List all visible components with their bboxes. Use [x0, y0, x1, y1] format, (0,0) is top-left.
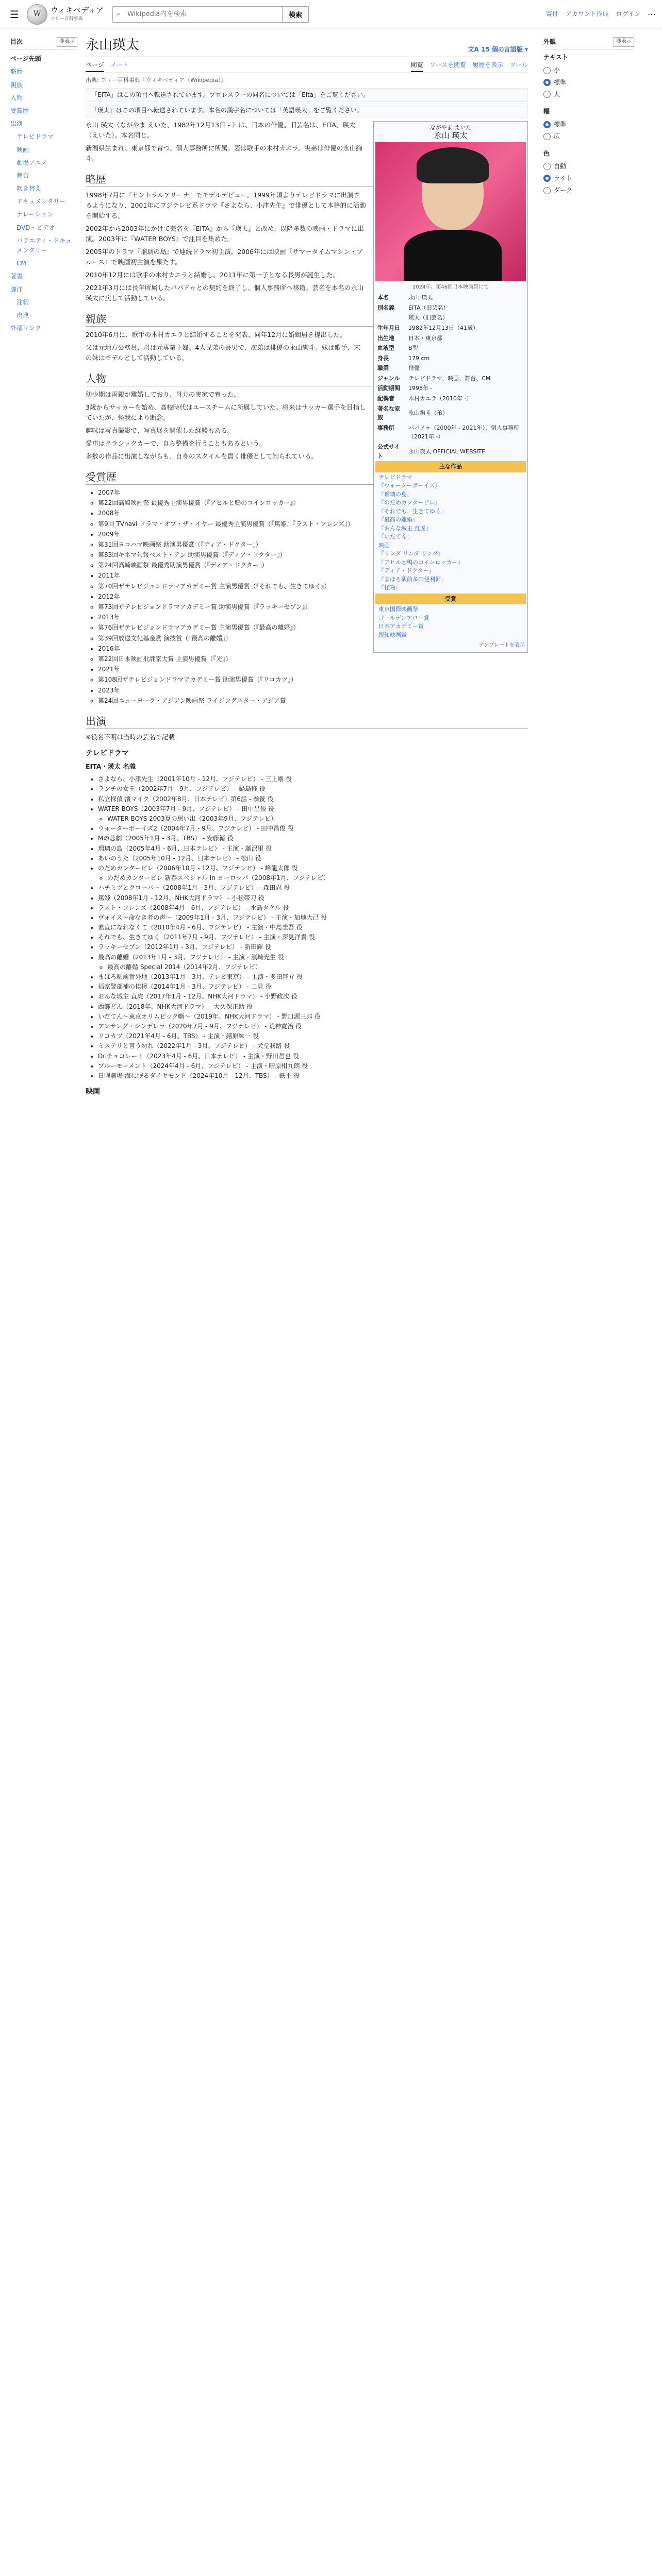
create-account-link[interactable]: アカウント作成	[565, 10, 609, 18]
tab-talk[interactable]: ノート	[110, 61, 129, 69]
tv-drama-item: • のだめカンタービレ（2006年10月 - 12月、フジテレビ） - 峰龍太郎 役	[98, 863, 528, 873]
award-item: ◦ 第24回ニューヨーク・アジアン映画祭 ライジングスター・アジア賞	[98, 696, 528, 706]
section-family: 親族	[86, 312, 528, 327]
tv-drama-item: • ラッキーセブン（2012年1月 - 3月、フジテレビ） - 新田輝 役	[98, 942, 528, 952]
infobox-label: 活動期間	[377, 385, 400, 392]
appearance-option[interactable]	[543, 184, 634, 196]
toc-title: 目次	[10, 38, 23, 45]
subsection-film: 映画	[86, 1088, 100, 1096]
tv-drama-item: • Mの悲劇（2005年1月 - 3月、TBS） - 安藤衛 役	[98, 834, 528, 843]
radio-icon[interactable]	[543, 121, 551, 128]
appearance-option[interactable]	[543, 173, 634, 184]
radio-icon[interactable]	[543, 133, 551, 140]
toc-item[interactable]: 受賞歴	[10, 107, 29, 114]
radio-icon[interactable]	[543, 67, 551, 74]
language-button[interactable]: 文A 15 個の言語版 ▾	[468, 45, 528, 53]
infobox-value: 木村カエラ（2010年 -）	[408, 395, 472, 402]
tv-drama-item: • ハチミツとクローバー（2008年1月 - 3月、フジテレビ） - 森田忍 役	[98, 883, 528, 893]
infobox-value: 俳優	[408, 365, 420, 372]
award-item: ◦ 第22回高崎映画祭 最優秀主演男優賞（『アヒルと鴨のコインロッカー』）	[98, 498, 528, 508]
tab-read[interactable]: 閲覧	[411, 60, 423, 72]
infobox-value: 永山 瑛太	[408, 294, 433, 301]
tv-drama-item: • 福家警部補の挨拶（2014年1月 - 3月、フジテレビ） - 二見 役	[98, 982, 528, 992]
award-item: ◦ 第24回高崎映画祭 最優秀助演男優賞（『ディア・ドクター』）	[98, 561, 528, 570]
infobox-row	[375, 293, 526, 303]
donate-link[interactable]: 寄付	[545, 10, 558, 18]
toc-item[interactable]: テレビドラマ	[16, 133, 54, 141]
intro-paragraph: 新潟県生まれ、東京都で育つ。個人事務所に所属。妻は歌手の木村カエラ。実弟は俳優の永山絢斗。	[86, 144, 362, 162]
infobox-work[interactable]: 『のだめカンタービレ』	[378, 499, 441, 506]
toc-hide-button[interactable]: 非表示	[57, 37, 77, 47]
appearance-option-label: 標準	[554, 121, 567, 128]
tv-head: EITA・瑛太 名義	[86, 762, 136, 771]
infobox-award[interactable]: 報知映画賞	[378, 631, 407, 638]
tv-drama-item: • 篤姫（2008年1月 - 12月、NHK大河ドラマ） - 小松帯刀 役	[98, 893, 528, 903]
infobox-label: ジャンル	[377, 375, 400, 382]
infobox-value: パパドゥ（2000年 - 2021年）、個人事務所（2021年 -）	[408, 424, 519, 440]
toc-item[interactable]: 劇場アニメ	[16, 159, 47, 166]
infobox-label: 配偶者	[377, 395, 394, 402]
radio-icon[interactable]	[543, 187, 551, 194]
article-source: 出典: フリー百科事典『ウィキペディア（Wikipedia）』	[86, 76, 227, 83]
infobox-work[interactable]: 『おんな城主 直虎』	[378, 524, 432, 532]
radio-icon[interactable]	[543, 175, 551, 182]
toc-item[interactable]: 吹き替え	[16, 185, 42, 193]
infobox	[373, 121, 528, 653]
infobox-value: 瑛太（旧芸名）	[408, 314, 448, 321]
person-paragraph: 多数の作品に出演しながらも、自身のスタイルを貫く俳優として知られている。	[86, 452, 318, 460]
appearance-group-label: 幅	[543, 107, 550, 115]
tab-tools[interactable]: ツール	[509, 61, 528, 69]
site-tagline: フリー百科事典	[51, 16, 83, 22]
infobox-row	[375, 303, 526, 313]
infobox-value: 永山絢斗（弟）	[408, 410, 448, 417]
tab-view-source[interactable]: ソースを閲覧	[429, 61, 467, 69]
infobox-row	[375, 313, 526, 323]
tv-drama-item: • WATER BOYS（2003年7月 - 9月、フジテレビ） - 田中昌俊 役	[98, 804, 528, 814]
template-link[interactable]: テンプレートを表示	[478, 642, 525, 649]
family-paragraph: 2010年6月に、歌手の木村カエラと結婚することを発表、同年12月に婚姻届を提出した。	[86, 330, 346, 338]
appearance-group	[543, 53, 634, 100]
tv-drama-item: • それでも、生きてゆく（2011年7月 - 9月、フジテレビ） - 主演・深見洋貴 役	[98, 933, 528, 942]
toc-item[interactable]: 注釈	[16, 298, 29, 306]
infobox-work[interactable]: 『リンダ リンダ リンダ』	[378, 550, 444, 557]
tv-drama-item: • 私立探偵 濱マイク（2002年8月、日本テレビ）第6話 - 拳銃 役	[98, 794, 528, 804]
history-paragraph: 1998年7月に『セントラルアリーナ』でモデルデビュー。1999年頃よりテレビドラマに出演するようになり、2001年にフジテレビ系ドラマ『さよなら、小津先生』で俳優として本格的に活動を開始する。	[86, 191, 366, 219]
infobox-row	[375, 343, 526, 353]
infobox-label: 事務所	[377, 424, 394, 431]
infobox-row	[375, 363, 526, 374]
appearance-option[interactable]	[543, 161, 634, 173]
infobox-work[interactable]: 『怪物』	[378, 584, 401, 591]
infobox-award[interactable]: 日本アカデミー賞	[378, 623, 424, 630]
infobox-label: 公式サイト	[377, 444, 400, 460]
infobox-label: 別名義	[377, 304, 394, 311]
section-works: 出演	[86, 714, 528, 729]
infobox-name: 永山 瑛太	[434, 131, 468, 141]
tv-drama-item: • アンサング・シンデレラ（2020年7月 - 9月、フジテレビ） - 荒神寛治 役	[98, 1022, 528, 1031]
appearance-option[interactable]	[543, 64, 634, 76]
infobox-award[interactable]: ゴールデンアロー賞	[378, 614, 429, 621]
infobox-label: 著名な家族	[377, 405, 400, 421]
infobox-work[interactable]: 映画	[378, 541, 390, 549]
award-year: • 2013年	[98, 613, 528, 622]
tv-drama-item: • リコカツ（2021年4月 - 6月、TBS） - 主演・緒原紘一 役	[98, 1031, 528, 1041]
infobox-work[interactable]: 『ディア・ドクター』	[378, 567, 435, 574]
tv-drama-item: ◦ WATER BOYS 2003夏の思い出（2003年9月、フジテレビ）	[107, 814, 528, 824]
infobox-label: 血液型	[377, 345, 394, 352]
article	[77, 29, 536, 1099]
search-input[interactable]	[112, 6, 283, 23]
tv-drama-item: • いだてん〜東京オリムピック噺〜（2019年、NHK大河ドラマ） - 野口源三郎 役	[98, 1012, 528, 1022]
tv-drama-item: • 素直になれなくて（2010年4月 - 6月、フジテレビ） - 主演・中島圭吾 役	[98, 923, 528, 933]
site-logo[interactable]	[27, 4, 104, 25]
toc-item[interactable]: DVD・ビデオ	[16, 224, 55, 231]
appearance-option-label: ダーク	[554, 187, 573, 194]
infobox-work[interactable]: 『それでも、生きてゆく』	[378, 507, 446, 515]
infobox-work[interactable]: 『いだてん』	[378, 533, 412, 540]
tv-drama-item: ◦ 最高の離婚 Special 2014（2014年2月、フジテレビ）	[107, 962, 528, 972]
appearance-group-label: 色	[543, 149, 550, 157]
award-year: • 2008年	[98, 509, 528, 518]
person-paragraph: 3歳からサッカーを始め、高校時代はユースチームに所属していた。将来はサッカー選手を目指していたが、怪我により断念。	[86, 403, 366, 421]
appearance-option[interactable]	[543, 130, 634, 142]
tv-drama-item: • 瑠璃の島（2005年4月 - 6月、日本テレビ） - 主演・藤沢里 役	[98, 844, 528, 854]
infobox-row	[375, 383, 526, 394]
award-year: • 2012年	[98, 592, 528, 602]
infobox-row	[375, 394, 526, 404]
toc-item[interactable]: 略歴	[10, 68, 23, 76]
appearance-option-label: 広	[554, 132, 560, 140]
infobox-row	[375, 333, 526, 344]
toc-item[interactable]: ナレーション	[16, 211, 54, 218]
appearance-title: 外観	[543, 38, 556, 45]
infobox-award[interactable]: 東京国際映画祭	[378, 606, 418, 613]
tv-drama-item: • さよなら、小津先生（2001年10月 - 12月、フジテレビ） - 三上剛 役	[98, 774, 528, 784]
infobox-value: 日本・東京都	[408, 334, 442, 342]
tv-drama-item: • 西郷どん（2018年、NHK大河ドラマ） - 大久保正助 役	[98, 1002, 528, 1012]
infobox-work[interactable]: 『まほろ駅前多田便利軒』	[378, 575, 446, 583]
appearance-group-label: テキスト	[543, 54, 568, 61]
toc-item[interactable]: 人物	[10, 94, 23, 101]
hatnote: 「EITA」はこの項目へ転送されています。プロレスラーの同名については「Eita」をご覧ください。	[86, 88, 528, 102]
infobox-row	[375, 323, 526, 333]
login-link[interactable]: ログイン	[616, 10, 640, 18]
infobox-value: EITA（旧芸名）	[408, 304, 449, 311]
history-paragraph: 2005年のドラマ『瑠璃の島』で連続ドラマ初主演。2006年には映画『サマータイムマシン・ブルース』で映画初主演を果たす。	[86, 247, 363, 266]
person-paragraph: 趣味は写真撮影で、写真展を開催した経験もある。	[86, 426, 234, 434]
infobox-row	[375, 442, 526, 461]
toc-item[interactable]: 脚注	[10, 285, 23, 293]
toc-sidebar	[0, 29, 77, 1099]
toc-item[interactable]: バラエティ・ドキュメンタリー	[16, 236, 72, 254]
infobox-value: 永山瑛太 OFFICIAL WEBSITE	[408, 448, 486, 455]
infobox-works-title: 主な作品	[375, 461, 526, 472]
award-item: ◦ 第73回ザテレビジョンドラマアカデミー賞 助演男優賞（『ラッキーセブン』）	[98, 602, 528, 612]
toc-item[interactable]: 著書	[10, 273, 23, 280]
appearance-option-label: 大	[554, 90, 560, 98]
infobox-table	[375, 293, 526, 461]
tv-drama-item: • 日曜劇場 海に眠るダイヤモンド（2024年10月 - 12月、TBS） - 鉄平 役	[98, 1071, 528, 1081]
appearance-option-label: ライト	[554, 174, 572, 182]
site-header	[0, 0, 662, 29]
toc-item[interactable]: 舞台	[16, 172, 29, 179]
tv-drama-item: • ウォーターボーイズ2（2004年7月 - 9月、フジテレビ） - 田中昌俊 役	[98, 824, 528, 834]
appearance-option[interactable]	[543, 77, 634, 89]
tv-drama-list	[98, 774, 528, 1081]
tv-drama-item: • あいのうた（2005年10月 - 12月、日本テレビ） - 松山 役	[98, 854, 528, 863]
infobox-row	[375, 353, 526, 364]
appearance-option[interactable]	[543, 118, 634, 130]
tv-drama-item: • ヴォイス〜命なき者の声〜（2009年1月 - 3月、フジテレビ） - 主演・加地大己 役	[98, 913, 528, 923]
toc-item[interactable]: 外部リンク	[10, 325, 41, 332]
person-paragraph: 愛車はクラシックカーで、自ら整備を行うこともあるという。	[86, 439, 266, 447]
radio-icon[interactable]	[543, 91, 551, 98]
tv-drama-item: • まほろ駅前番外地（2013年1月 - 3月、テレビ東京） - 主演・多田啓介 役	[98, 972, 528, 982]
infobox-value: テレビドラマ、映画、舞台、CM	[408, 375, 491, 382]
award-item: ◦ 第108回ザテレビジョンドラマアカデミー賞 助演男優賞（『リコカツ』）	[98, 675, 528, 685]
infobox-work[interactable]: 『最高の離婚』	[378, 516, 418, 523]
appearance-option-label: 標準	[554, 78, 567, 86]
section-awards: 受賞歴	[86, 470, 528, 485]
infobox-work[interactable]: 『ウォーターボーイズ』	[378, 482, 441, 489]
radio-icon[interactable]	[543, 79, 551, 86]
award-year: • 2021年	[98, 665, 528, 674]
infobox-value: B型	[408, 345, 418, 352]
award-year: • 2011年	[98, 571, 528, 581]
tab-history[interactable]: 履歴を表示	[472, 61, 504, 69]
appearance-option-label: 小	[554, 66, 560, 74]
intro-paragraph: 永山 瑛太（ながやま えいた、1982年12月13日 - ）は、日本の俳優。旧芸名は、EITA、瑛太（えいた）。本名同じ。	[86, 121, 356, 139]
page-title: 永山瑛太	[86, 38, 140, 53]
toc-item[interactable]: 親族	[10, 81, 23, 89]
award-year: • 2016年	[98, 644, 528, 654]
award-item: ◦ 第39回放送文化基金賞 演技賞（『最高の離婚』）	[98, 634, 528, 643]
tv-drama-item: • おんな城主 直虎（2017年1月 - 12月、NHK大河ドラマ） - 小野政次 役	[98, 992, 528, 1002]
award-item: ◦ 第22回日本映画批評家大賞 主演男優賞（『光』）	[98, 654, 528, 664]
toc-item[interactable]: ページ先頭	[10, 55, 41, 63]
infobox-value: 1998年 -	[408, 385, 433, 392]
search-button[interactable]: 検索	[283, 6, 309, 23]
infobox-work[interactable]: テレビドラマ	[378, 473, 412, 481]
tv-drama-item: • Dr.チョコレート（2023年4月 - 6月、日本テレビ） - 主演・野田哲也 役	[98, 1052, 528, 1061]
main-menu-icon[interactable]: ☰	[10, 8, 19, 21]
award-item: ◦ 第83回キネマ旬報ベスト・テン 助演男優賞（『ディア・ドクター』）	[98, 550, 528, 560]
infobox-label: 本名	[377, 294, 389, 301]
tab-page[interactable]: ページ	[86, 60, 104, 72]
toc-list	[10, 53, 77, 335]
photo-caption: 2024年、第46回日本映画祭にて	[412, 284, 489, 291]
toc-item[interactable]: 出典	[16, 311, 29, 319]
toc-item[interactable]: 映画	[16, 146, 29, 154]
section-person: 人物	[86, 371, 528, 386]
award-year: • 2007年	[98, 488, 528, 498]
infobox-works-list	[375, 472, 526, 594]
appearance-group	[543, 107, 634, 143]
infobox-value: 179 cm	[408, 354, 430, 362]
appearance-option[interactable]	[543, 89, 634, 100]
subsection-tv-drama: テレビドラマ	[86, 749, 129, 757]
award-year: • 2009年	[98, 530, 528, 539]
infobox-label	[375, 313, 406, 323]
works-note: ※役名不明は当時の芸名で記載	[86, 733, 175, 741]
appearance-panel	[536, 29, 639, 1099]
award-year: • 2023年	[98, 686, 528, 696]
portrait-photo[interactable]	[375, 142, 526, 281]
search-form	[112, 6, 309, 23]
infobox-row	[375, 404, 526, 423]
infobox-label: 生年月日	[377, 324, 400, 331]
search-icon: ⌕	[117, 10, 121, 18]
site-name: ウィキペディア	[51, 6, 104, 15]
infobox-value: 1982年12月13日（41歳）	[408, 324, 478, 331]
tv-drama-item: • ブルーモーメント（2024年4月 - 6月、フジテレビ） - 主演・晴原柑九朗 役	[98, 1061, 528, 1071]
appearance-hide-button[interactable]: 非表示	[614, 37, 634, 47]
tv-drama-item: • ミステリと言う勿れ（2022年1月 - 3月、フジテレビ） - 犬堂我路 役	[98, 1041, 528, 1051]
toc-item[interactable]: CM	[16, 260, 26, 267]
family-paragraph: 父は元地方公務員、母は元専業主婦。4人兄弟の長男で、次弟は俳優の永山絢斗。妹は歌手、末の妹はモデルとして活動している。	[86, 343, 360, 362]
infobox-award-list	[375, 604, 526, 640]
infobox-row	[375, 374, 526, 384]
award-item: ◦ 第70回ザテレビジョンドラマアカデミー賞 主演男優賞（『それでも、生きてゆく』）	[98, 582, 528, 591]
tv-drama-item: • ラスト・フレンズ（2008年4月 - 6月、フジテレビ） - 水島タケル 役	[98, 903, 528, 913]
toc-item[interactable]: 出演	[10, 120, 23, 128]
infobox-label: 身長	[377, 354, 389, 362]
infobox-work[interactable]: 『アヒルと鴨のコインロッカー』	[378, 558, 464, 566]
tv-drama-item: • 最高の離婚（2013年1月 - 3月、フジテレビ） - 主演・濱崎光生 役	[98, 953, 528, 962]
user-menu-icon[interactable]: ⋯	[648, 9, 656, 19]
tv-drama-item: ◦ のだめカンタービレ 新春スペシャル in ヨーロッパ（2008年1月、フジテレビ）	[107, 873, 528, 883]
infobox-kana: ながやま えいた	[429, 124, 472, 131]
award-item: ◦ 第9回 TVnavi ドラマ・オブ・ザ・イヤー 最優秀主演男優賞（『篤姫』『ラスト・フレンズ』）	[98, 519, 528, 529]
section-history: 略歴	[86, 172, 528, 187]
history-paragraph: 2002年から2003年にかけて芸名を『EITA』から『瑛太』と改め、以降多数の映画・ドラマに出演。2003年に『WATER BOYS』で注目を集めた。	[86, 224, 364, 243]
tv-drama-item: • ランチの女王（2002年7月 - 9月、フジテレビ） - 鍋島修 役	[98, 784, 528, 794]
history-paragraph: 2010年12月には歌手の木村カエラと結婚し、2011年に第一子となる長男が誕生した。	[86, 270, 340, 279]
appearance-group	[543, 149, 634, 197]
infobox-award-title: 受賞	[375, 594, 526, 605]
award-item: ◦ 第31回ヨコハマ映画祭 助演男優賞（『ディア・ドクター』）	[98, 540, 528, 550]
history-paragraph: 2021年3月には長年所属したパパドゥとの契約を終了し、個人事務所へ移籍。芸名を本名の永山瑛太に戻して活動している。	[86, 283, 364, 302]
wikipedia-globe-icon: W	[27, 4, 47, 25]
infobox-work[interactable]: 『瑠璃の島』	[378, 490, 412, 498]
infobox-label: 出生地	[377, 334, 394, 342]
infobox-label: 職業	[377, 365, 389, 372]
radio-icon[interactable]	[543, 163, 551, 170]
toc-item[interactable]: ドキュメンタリー	[16, 198, 66, 206]
infobox-row	[375, 423, 526, 442]
appearance-option-label: 自動	[554, 162, 567, 170]
award-item: ◦ 第76回ザテレビジョンドラマアカデミー賞 主演男優賞（『最高の離婚』）	[98, 623, 528, 633]
person-paragraph: 幼少期は両親が離婚しており、母方の実家で育った。	[86, 390, 241, 398]
hatnote: 「瑛太」はこの項目へ転送されています。本名の漢字名については「英語瑛太」をご覧ください。	[86, 104, 528, 117]
